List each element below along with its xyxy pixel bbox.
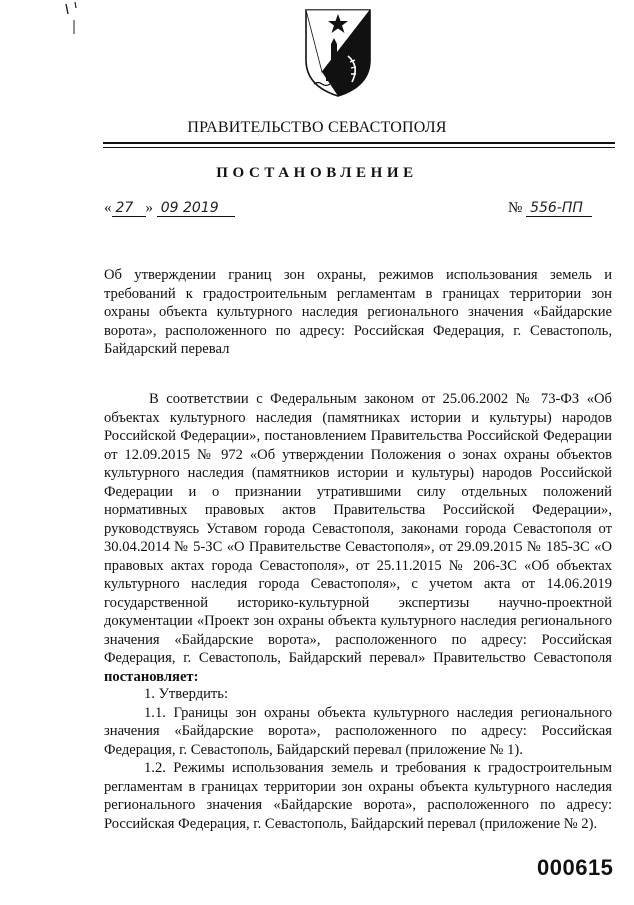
document-type: ПОСТАНОВЛЕНИЕ <box>216 165 418 181</box>
resolution-items <box>104 685 612 833</box>
number-value: 556-ПП <box>526 200 592 217</box>
resolves-word: постановляет: <box>104 668 199 685</box>
preamble-text: В соответствии с Федеральным законом от 25.06.2002 № 73-ФЗ «Об объектах культурного наследия (памятниках истории и культуры) народов Российской Федерации», постановлением Правительства Российской Федерации от 12.09.2015 № 972 «Об утверждении Положения о зонах охраны объектов культурного наследия (памятников истории и культуры) народов Российской Федерации и о признании утратившими силу отдельных положений нормативных правовых актов Правительства Российской Федерации», руководствуясь Уставом города Севастополя, законами города Севастополя от 30.04.2014 № 5-ЗС «О Правительстве Севастополя», от 29.09.2015 № 185-ЗС «О правовых актах города Севастополя», от 25.11.2015 № 206-ЗС «Об объектах культурного наследия города Севастополя», с учетом акта от 14.06.2019 государственной историко-культурной экспертизы научно-проектной документации «Проект зон охраны объекта культурного наследия регионального значения «Байдарские ворота», расположенного по адресу: Российская Федерация, г. Севастополь, Байдарский перевал» Правительство Севастополя <box>104 391 612 666</box>
organization-title: ПРАВИТЕЛЬСТВО СЕВАСТОПОЛЯ <box>187 119 447 136</box>
document-title: Об утверждении границ зон охраны, режимов использования земель и требований к градостроительным регламентам в границах территории зон охраны объекта культурного наследия регионального значения «Байдарские ворота», расположенного по адресу: Российская Федерация, г. Севастополь, Байдарский перевал <box>104 267 612 357</box>
number-sign: № <box>508 200 527 216</box>
preamble-paragraph <box>104 390 612 686</box>
coat-of-arms-icon <box>300 2 376 100</box>
date-month-year: 09 2019 <box>157 200 235 217</box>
serial-number: 000615 <box>537 855 614 880</box>
item-1-1: 1.1. Границы зон охраны объекта культурного наследия регионального значения «Байдарские ворота», расположенного по адресу: Российская Федерация, г. Севастополь, Байдарский перевал (приложение № 1). <box>104 704 612 758</box>
item-1: 1. Утвердить: <box>144 686 229 702</box>
item-1-2: 1.2. Режимы использования земель и требования к градостроительным регламентам в границах территории зон охраны объекта культурного наследия регионального значения «Байдарские ворота», расположенного по адресу: Российская Федерация, г. Севастополь, Байдарский перевал (приложение № 2). <box>104 760 612 832</box>
date-close-quote: » <box>145 200 157 216</box>
header-rule-thin <box>103 147 615 148</box>
date-open-quote: « <box>104 200 112 216</box>
document-number <box>508 200 592 217</box>
document-date <box>104 200 235 217</box>
scan-marks <box>62 0 82 40</box>
header-rule-thick <box>103 142 615 144</box>
date-day: 27 <box>112 200 146 217</box>
